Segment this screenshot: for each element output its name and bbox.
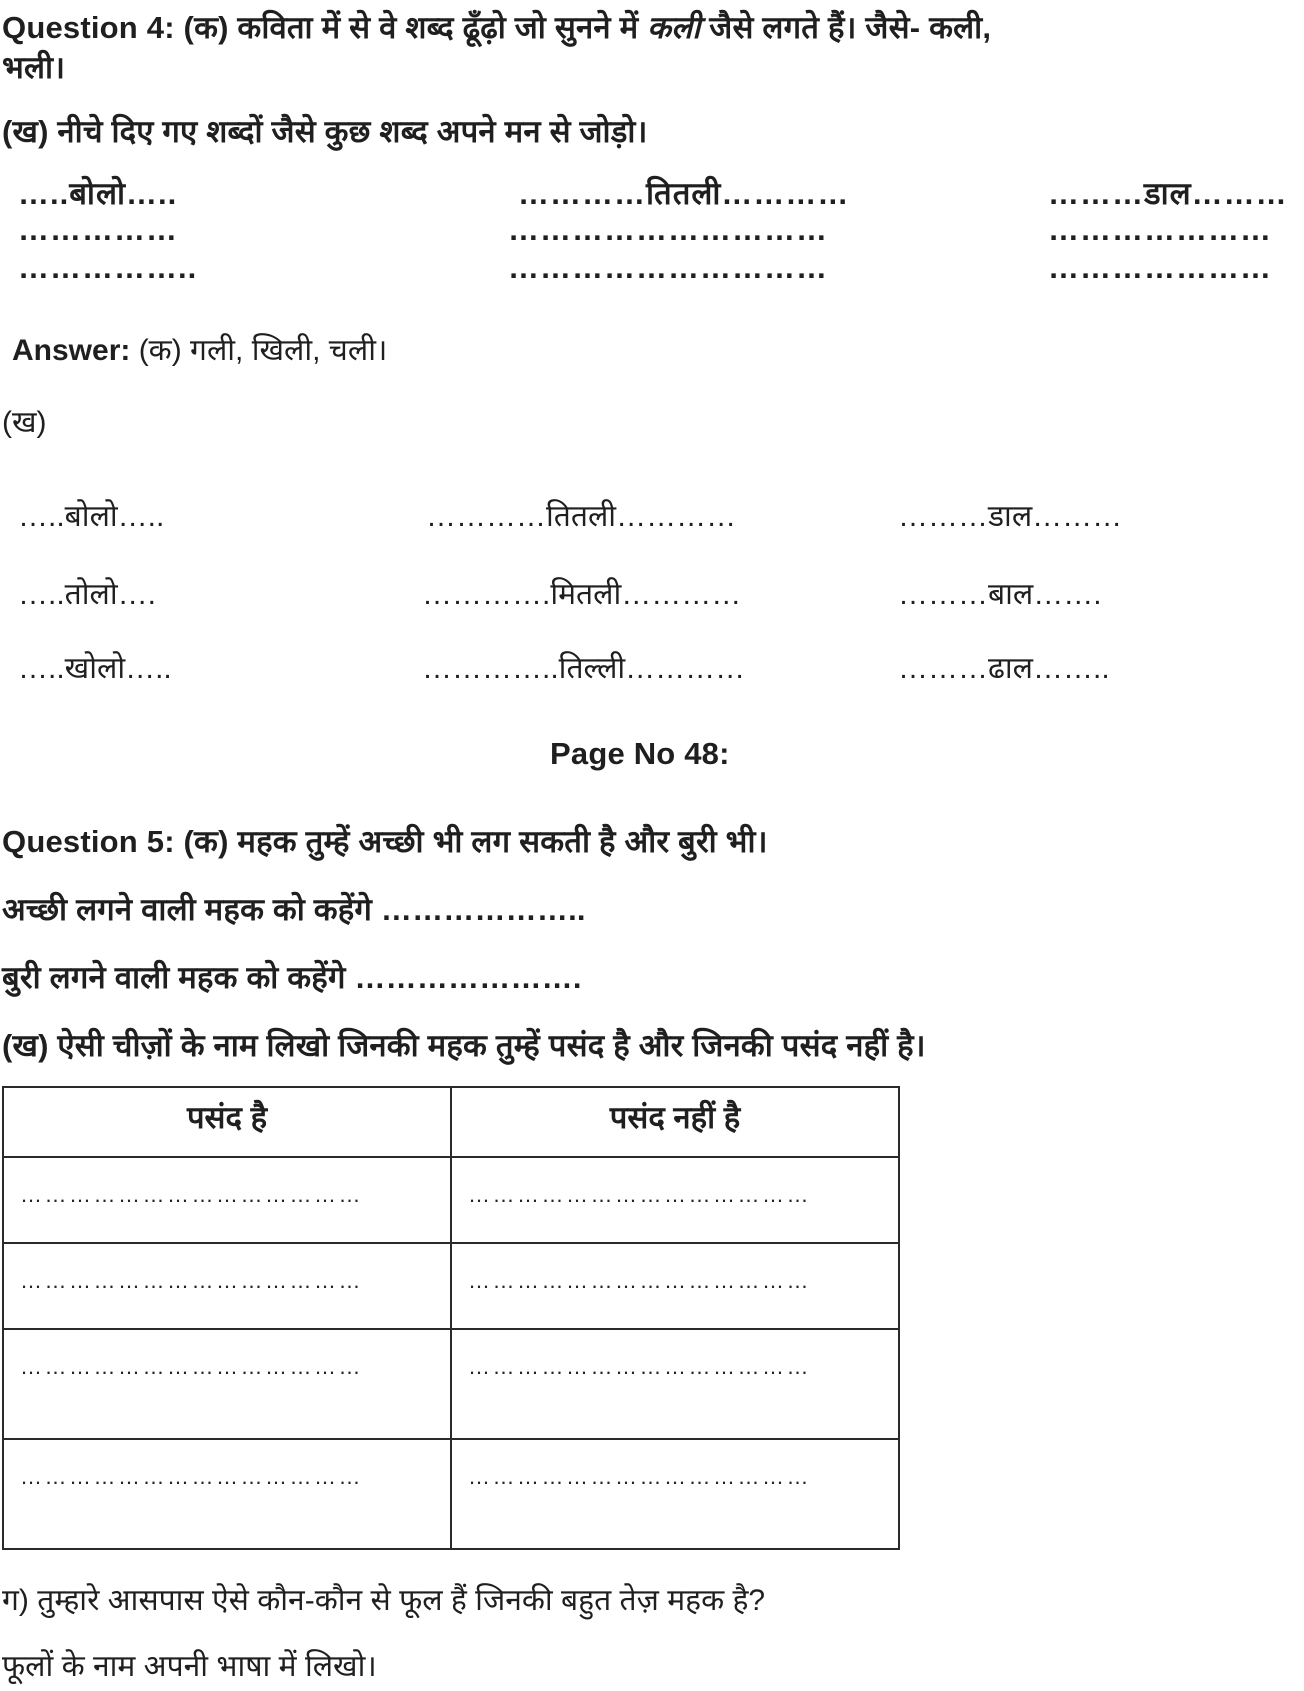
question-4-label: Question 4: [2,10,175,45]
page-number: Page No 48: [550,736,730,771]
q4-grid-r1-c0: …………… [18,212,178,247]
a4-grid-r2-c1: …………..तिल्ली………… [422,652,746,685]
table-cell: …………………………………… [3,1243,451,1329]
q4-grid-r1-c1: ………………………… [508,212,828,247]
table-cell: …………………………………… [3,1439,451,1549]
q4-grid-r0-c0: …..बोलो….. [18,176,178,211]
a4-grid-r0-c1: …………तितली………… [426,500,737,533]
table-cell: …………………………………… [451,1439,899,1549]
table-row [3,1329,899,1439]
question-5-line-1 [2,820,768,862]
table-row [3,1243,899,1329]
q4-grid-r0-c2: ………डाल……… [1048,176,1288,211]
question-4-text-cont: जैसे लगते हैं। जैसे- कली, [700,10,992,45]
q4-grid-r0-c1: …………तितली………… [518,176,850,211]
question-5-part-ka: (क) महक तुम्हें अच्छी भी लग सकती है और बुरी भी। [174,824,768,859]
table-cell: …………………………………… [451,1329,899,1439]
table-cell: …………………………………… [3,1157,451,1243]
question-4-line-1 [2,6,991,48]
answer-4-line [12,328,387,369]
header-dislike: पसंद नहीं है [451,1087,899,1157]
a4-grid-r1-c1: ………….मितली………… [422,578,742,611]
table-header-row [3,1087,899,1157]
question-4-example-word: कली [647,10,701,45]
question-4-part-kha: (ख) नीचे दिए गए शब्दों जैसे कुछ शब्द अपने मन से जोड़ो। [2,114,648,149]
header-like: पसंद है [3,1087,451,1157]
answer-4-part-kha-label: (ख) [2,406,47,439]
q4-grid-r2-c0: …………….. [18,250,198,285]
a4-grid-r2-c0: …..खोलो….. [18,652,172,685]
question-5-label: Question 5: [2,824,175,859]
a4-grid-r1-c0: …..तोलो…. [18,578,156,611]
q4-grid-r2-c1: ………………………… [508,250,828,285]
bad-smell-prompt: बुरी लगने वाली महक को कहेंगे …………………. [2,960,582,995]
question-4-text: (क) कविता में से वे शब्द ढूँढ़ो जो सुनने में [183,10,648,45]
question-5-part-ga-line-2: फूलों के नाम अपनी भाषा में लिखो। [2,1650,377,1683]
table-row [3,1157,899,1243]
answer-label: Answer: [12,334,131,367]
smell-preference-table [2,1086,900,1550]
question-4-line-2: भली। [2,50,66,85]
a4-grid-r0-c0: …..बोलो….. [18,500,165,533]
good-smell-prompt: अच्छी लगने वाली महक को कहेंगे ……………….. [2,892,586,927]
table-cell: …………………………………… [451,1243,899,1329]
q4-grid-r1-c2: ………………… [1048,212,1272,247]
a4-grid-r2-c2: ………ढाल…….. [898,652,1110,685]
answer-4-part-ka: (क) गली, खिली, चली। [130,334,388,367]
q4-grid-r2-c2: ………………… [1048,250,1272,285]
question-5-part-kha: (ख) ऐसी चीज़ों के नाम लिखो जिनकी महक तुम्हें पसंद है और जिनकी पसंद नहीं है। [2,1028,926,1063]
a4-grid-r0-c2: ………डाल……… [898,500,1123,533]
question-5-part-ga: ग) तुम्हारे आसपास ऐसे कौन-कौन से फूल हैं जिनकी बहुत तेज़ महक है? [2,1584,766,1617]
table-row [3,1439,899,1549]
table-cell: …………………………………… [451,1157,899,1243]
a4-grid-r1-c2: ………बाल……. [898,578,1102,611]
table-cell: …………………………………… [3,1329,451,1439]
